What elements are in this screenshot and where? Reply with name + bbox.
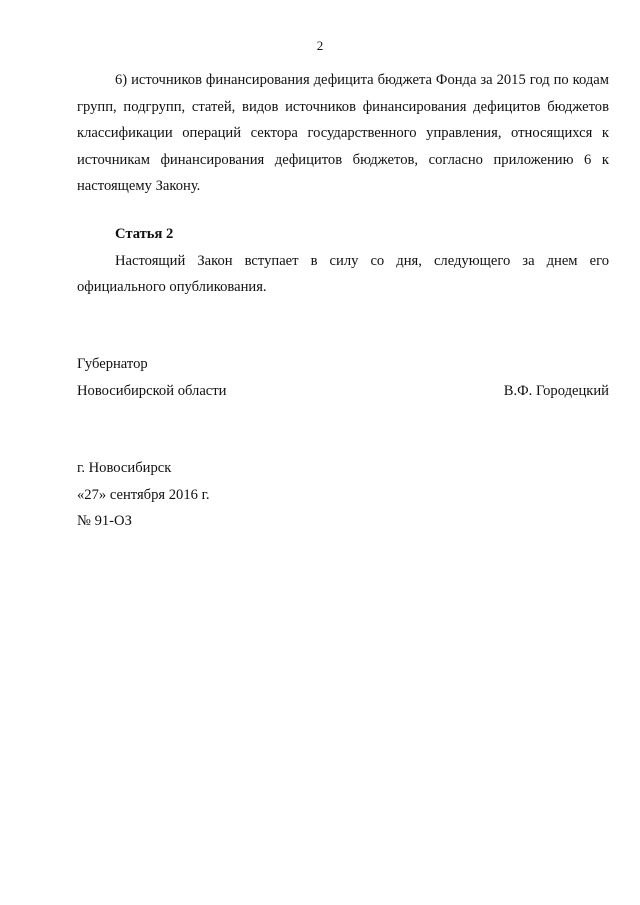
- page-number: 2: [316, 38, 324, 53]
- article-2-text: Настоящий Закон вступает в силу со дня, следующего за днем его официального опубликования.: [77, 252, 609, 295]
- article-2-heading: Статья 2: [115, 226, 174, 242]
- law-number-line: № 91-ОЗ: [77, 513, 132, 529]
- signatory-title-line-1: Губернатор: [77, 356, 148, 372]
- signatory-name: В.Ф. Городецкий: [503, 382, 609, 399]
- article-2-section: [77, 221, 609, 301]
- place-date-block: [77, 455, 609, 535]
- clause-6-text: 6) источников финансирования дефицита бюджета Фонда за 2015 год по кодам групп, подгрупп, статей, видов источников финансирования дефицитов бюджетов классификации операций сектора государственного управления, относящихся к источникам финансирования дефицитов бюджетов, согласно приложению 6 к настоящему Закону.: [77, 72, 609, 194]
- clause-6-paragraph: [77, 67, 609, 200]
- date-line: «27» сентября 2016 г.: [77, 486, 210, 503]
- signatory-title-line-2: Новосибирской области: [77, 382, 227, 399]
- signature-row: [77, 378, 609, 405]
- signature-block: [77, 351, 609, 404]
- city-line: г. Новосибирск: [77, 460, 172, 476]
